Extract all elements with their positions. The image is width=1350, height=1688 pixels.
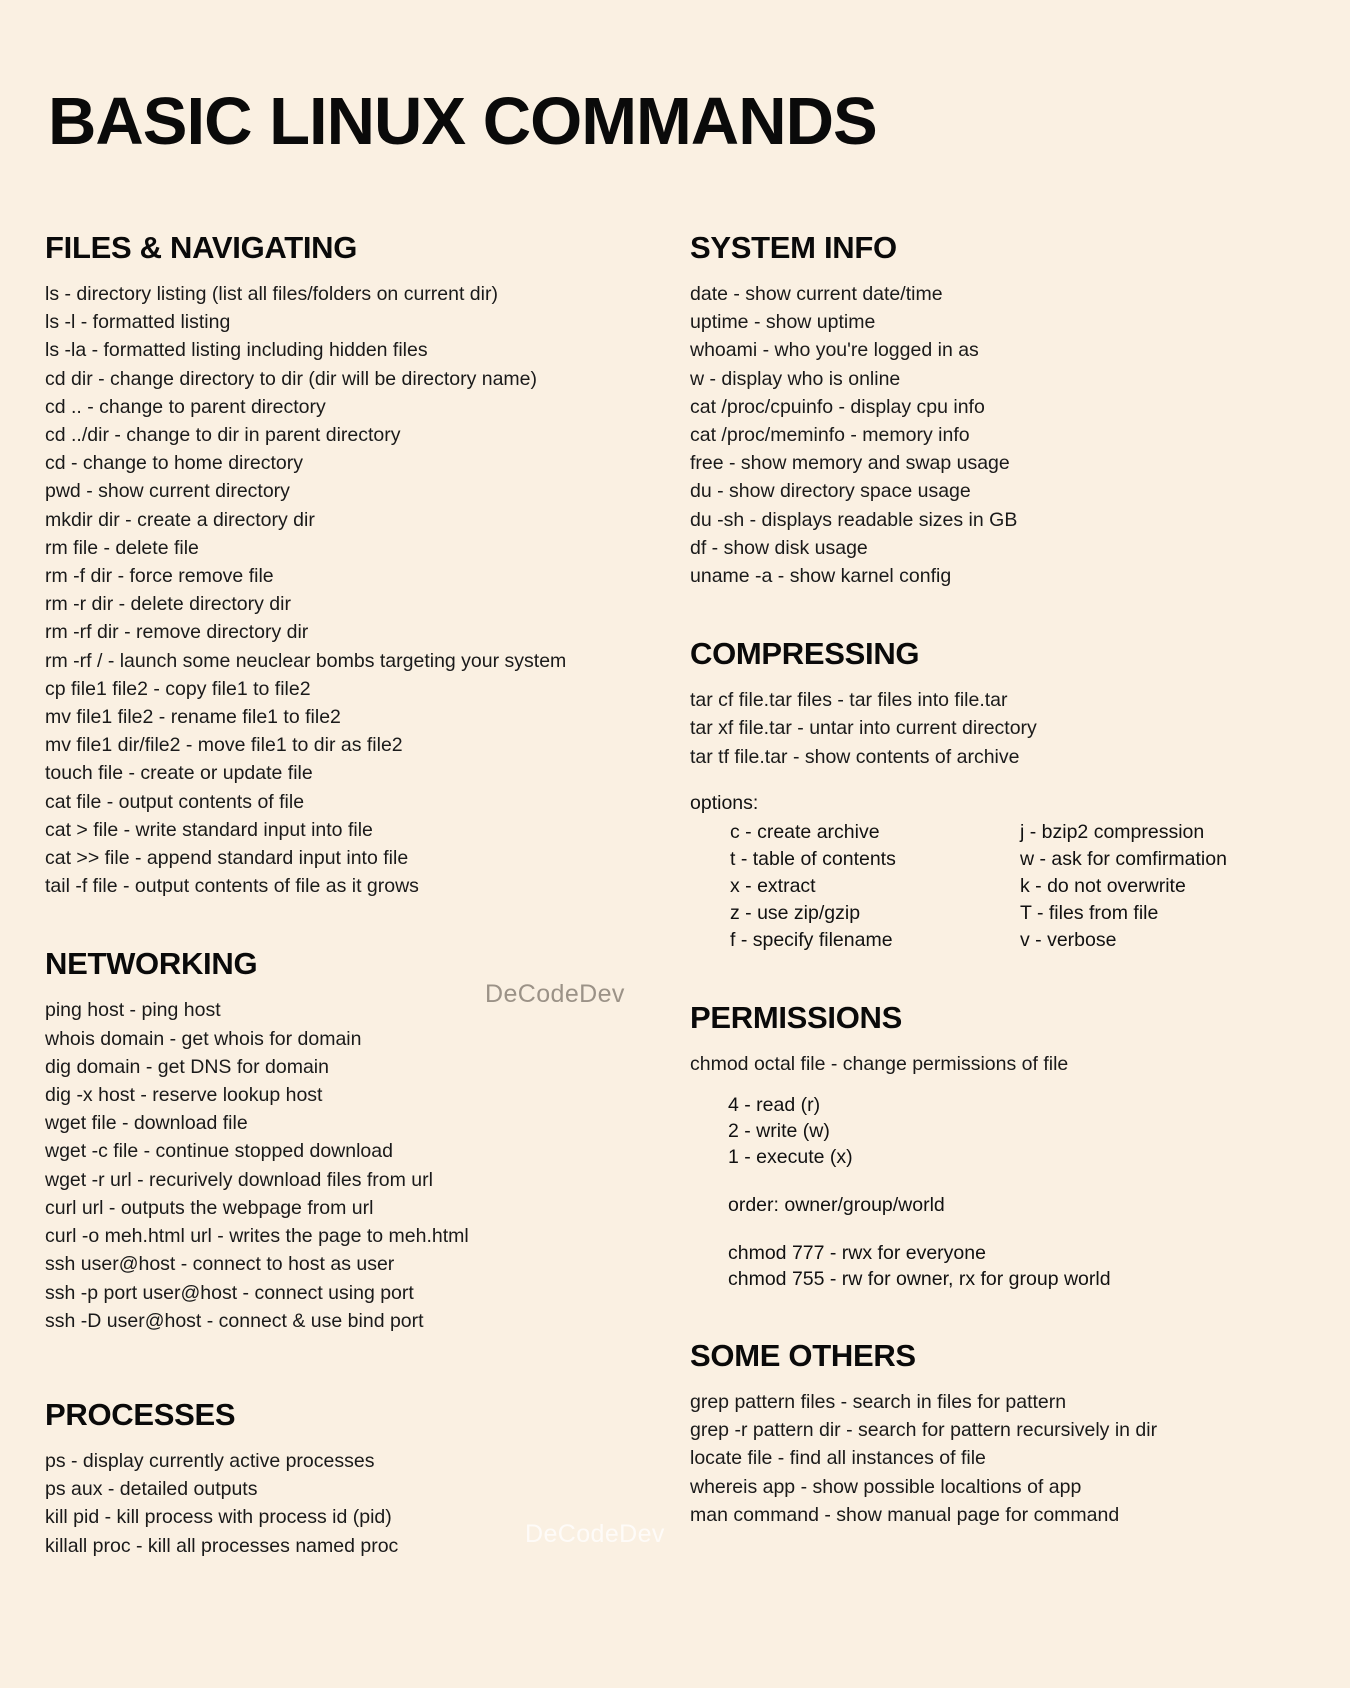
list-item: grep pattern files - search in files for pattern bbox=[690, 1391, 1067, 1414]
list-item: tar cf file.tar files - tar files into file.tar bbox=[690, 689, 1008, 712]
list-item: 4 - read (r) bbox=[728, 1094, 821, 1117]
list-item: touch file - create or update file bbox=[45, 762, 313, 785]
some-others-command-list bbox=[690, 1388, 1350, 1529]
list-item: rm -rf / - launch some neuclear bombs targeting your system bbox=[45, 649, 567, 672]
list-item: rm -f dir - force remove file bbox=[45, 565, 274, 588]
section-title-compressing: COMPRESSING bbox=[690, 636, 920, 672]
list-item: whoami - who you're logged in as bbox=[690, 339, 979, 362]
list-item: wget file - download file bbox=[45, 1112, 248, 1135]
list-item: rm -r dir - delete directory dir bbox=[45, 593, 291, 616]
section-title-some-others: SOME OTHERS bbox=[690, 1338, 916, 1374]
list-item: ps - display currently active processes bbox=[45, 1449, 375, 1472]
section-processes bbox=[45, 1397, 690, 1560]
list-item: t - table of contents bbox=[730, 847, 896, 870]
list-item: dig -x host - reserve lookup host bbox=[45, 1084, 323, 1107]
list-item: rm file - delete file bbox=[45, 536, 199, 559]
list-item: j - bzip2 compression bbox=[1020, 820, 1205, 843]
section-title-files: FILES & NAVIGATING bbox=[45, 230, 358, 265]
list-item: cd dir - change directory to dir (dir will be directory name) bbox=[45, 367, 538, 390]
permission-order-note: order: owner/group/world bbox=[728, 1194, 945, 1217]
list-item: ls -l - formatted listing bbox=[45, 311, 231, 334]
list-item: cp file1 file2 - copy file1 to file2 bbox=[45, 677, 311, 700]
list-item: ssh -D user@host - connect & use bind port bbox=[45, 1309, 424, 1332]
compressing-command-list bbox=[690, 686, 1350, 771]
list-item: ps aux - detailed outputs bbox=[45, 1478, 258, 1501]
list-item: curl -o meh.html url - writes the page to meh.html bbox=[45, 1225, 469, 1248]
list-item: tar tf file.tar - show contents of archive bbox=[690, 745, 1020, 768]
list-item: chmod 755 - rw for owner, rx for group world bbox=[728, 1268, 1111, 1291]
list-item: w - ask for comfirmation bbox=[1020, 847, 1227, 870]
left-column bbox=[0, 230, 690, 1588]
list-item: 2 - write (w) bbox=[728, 1120, 830, 1143]
list-item: date - show current date/time bbox=[690, 283, 943, 305]
list-item: free - show memory and swap usage bbox=[690, 452, 1010, 475]
watermark-secondary: DeCodeDev bbox=[525, 1520, 665, 1548]
page-title: BASIC LINUX COMMANDS bbox=[48, 84, 877, 159]
list-item: cd .. - change to parent directory bbox=[45, 395, 326, 418]
list-item: ls - directory listing (list all files/folders on current dir) bbox=[45, 283, 498, 305]
section-title-networking: NETWORKING bbox=[45, 946, 258, 982]
options-column-left bbox=[730, 819, 1020, 954]
list-item: uname -a - show karnel config bbox=[690, 565, 952, 588]
right-column bbox=[690, 230, 1350, 1588]
watermark: DeCodeDev bbox=[485, 980, 625, 1008]
section-permissions bbox=[690, 1000, 1350, 1292]
list-item: k - do not overwrite bbox=[1020, 874, 1186, 897]
processes-command-list bbox=[45, 1447, 690, 1560]
list-item: cat /proc/cpuinfo - display cpu info bbox=[690, 395, 985, 418]
list-item: z - use zip/gzip bbox=[730, 901, 861, 924]
list-item: tar xf file.tar - untar into current directory bbox=[690, 717, 1037, 740]
list-item: mv file1 dir/file2 - move file1 to dir as file2 bbox=[45, 734, 403, 757]
list-item: cat file - output contents of file bbox=[45, 790, 305, 813]
section-title-permissions: PERMISSIONS bbox=[690, 999, 903, 1035]
list-item: v - verbose bbox=[1020, 928, 1117, 951]
list-item: kill pid - kill process with process id (pid) bbox=[45, 1506, 392, 1529]
list-item: x - extract bbox=[730, 874, 816, 897]
list-item: cd ../dir - change to dir in parent directory bbox=[45, 424, 401, 447]
list-item: cat /proc/meminfo - memory info bbox=[690, 424, 970, 447]
list-item: locate file - find all instances of file bbox=[690, 1447, 986, 1470]
compressing-options-grid bbox=[730, 819, 1350, 954]
list-item: mkdir dir - create a directory dir bbox=[45, 508, 315, 531]
options-label: options: bbox=[690, 791, 759, 814]
list-item: cd - change to home directory bbox=[45, 452, 303, 475]
list-item: ssh user@host - connect to host as user bbox=[45, 1253, 395, 1276]
list-item: ssh -p port user@host - connect using port bbox=[45, 1281, 414, 1304]
list-item: wget -c file - continue stopped download bbox=[45, 1140, 393, 1163]
list-item: grep -r pattern dir - search for pattern recursively in dir bbox=[690, 1419, 1158, 1442]
section-title-processes: PROCESSES bbox=[45, 1396, 236, 1432]
list-item: chmod 777 - rwx for everyone bbox=[728, 1242, 986, 1265]
list-item: c - create archive bbox=[730, 820, 880, 843]
list-item: whereis app - show possible localtions of app bbox=[690, 1475, 1082, 1498]
section-compressing bbox=[690, 636, 1350, 954]
section-networking bbox=[45, 946, 690, 1334]
list-item: T - files from file bbox=[1020, 901, 1159, 924]
list-item: tail -f file - output contents of file as it grows bbox=[45, 875, 419, 898]
list-item: ls -la - formatted listing including hidden files bbox=[45, 339, 428, 362]
list-item: whois domain - get whois for domain bbox=[45, 1027, 362, 1050]
permission-examples bbox=[728, 1240, 1350, 1292]
list-item: man command - show manual page for command bbox=[690, 1503, 1120, 1526]
list-item: cat >> file - append standard input into file bbox=[45, 847, 409, 870]
list-item: cat > file - write standard input into file bbox=[45, 818, 373, 841]
list-item: uptime - show uptime bbox=[690, 311, 876, 334]
list-item: du -sh - displays readable sizes in GB bbox=[690, 508, 1018, 531]
section-title-system-info: SYSTEM INFO bbox=[690, 230, 897, 265]
list-item: mv file1 file2 - rename file1 to file2 bbox=[45, 706, 341, 729]
list-item: curl url - outputs the webpage from url bbox=[45, 1196, 374, 1219]
list-item: w - display who is online bbox=[690, 367, 901, 390]
section-system-info bbox=[690, 230, 1350, 590]
permissions-command-list bbox=[690, 1050, 1350, 1078]
options-column-right bbox=[1020, 819, 1227, 954]
system-info-command-list bbox=[690, 280, 1350, 590]
list-item: pwd - show current directory bbox=[45, 480, 290, 503]
section-some-others bbox=[690, 1338, 1350, 1529]
list-item: du - show directory space usage bbox=[690, 480, 971, 503]
list-item: ping host - ping host bbox=[45, 999, 221, 1022]
permission-octal-values bbox=[728, 1092, 1350, 1170]
list-item: killall proc - kill all processes named proc bbox=[45, 1534, 399, 1557]
networking-command-list bbox=[45, 996, 690, 1334]
list-item: chmod octal file - change permissions of file bbox=[690, 1052, 1069, 1075]
list-item: dig domain - get DNS for domain bbox=[45, 1055, 329, 1078]
files-command-list bbox=[45, 280, 690, 900]
list-item: 1 - execute (x) bbox=[728, 1146, 853, 1169]
list-item: f - specify filename bbox=[730, 928, 893, 951]
list-item: wget -r url - recurively download files from url bbox=[45, 1168, 433, 1191]
list-item: df - show disk usage bbox=[690, 536, 868, 559]
content-columns bbox=[0, 230, 1350, 1588]
list-item: rm -rf dir - remove directory dir bbox=[45, 621, 309, 644]
section-files-navigating bbox=[45, 230, 690, 900]
